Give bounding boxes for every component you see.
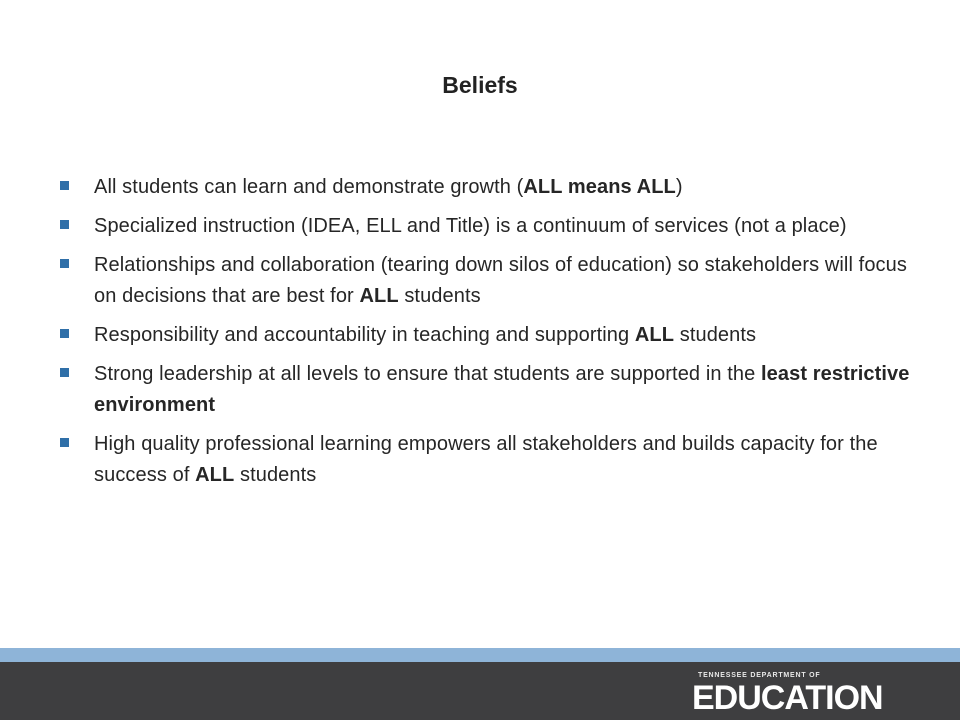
- square-bullet-icon: [60, 438, 69, 447]
- logo-education-text: EDUCATION: [692, 679, 883, 717]
- square-bullet-icon: [60, 329, 69, 338]
- bullet-text-segment: students: [234, 464, 317, 486]
- slide-title: Beliefs: [442, 72, 518, 98]
- bullet-item: [60, 250, 920, 312]
- bullet-item: [60, 211, 920, 242]
- bullet-text: [94, 433, 878, 486]
- bullet-text-segment: Specialized instruction (IDEA, ELL and Title) is a continuum of services (not a place): [94, 215, 847, 237]
- bullet-item: [60, 320, 920, 351]
- bullet-text: [94, 324, 756, 346]
- bullet-text-emphasis: ALL: [359, 285, 399, 307]
- footer-accent-strip: [0, 648, 960, 662]
- bullet-text-emphasis: least restrictive environment: [94, 363, 910, 416]
- bullet-text-segment: High quality professional learning empowers all stakeholders and builds capacity for the success of: [94, 433, 878, 486]
- bullet-text-emphasis: ALL means ALL: [523, 176, 676, 198]
- logo-department-text: TENNESSEE DEPARTMENT OF: [698, 672, 821, 679]
- bullet-list: [60, 172, 920, 499]
- bullet-text-segment: Relationships and collaboration (tearing down silos of education) so stakeholders will focus on decisions that are best for: [94, 254, 907, 307]
- bullet-item: [60, 429, 920, 491]
- bullet-text-segment: All students can learn and demonstrate growth (: [94, 176, 524, 198]
- bullet-text: [94, 176, 683, 198]
- bullet-item: [60, 172, 920, 203]
- bullet-text-segment: ): [675, 176, 683, 198]
- bullet-text-emphasis: ALL: [634, 324, 675, 346]
- bullet-text-segment: Strong leadership at all levels to ensure that students are supported in the: [94, 363, 761, 385]
- bullet-text: [94, 215, 847, 237]
- bullet-text-segment: students: [674, 324, 757, 346]
- square-bullet-icon: [60, 181, 69, 190]
- bullet-item: [60, 359, 920, 421]
- bullet-text: [94, 363, 909, 416]
- square-bullet-icon: [60, 220, 69, 229]
- bullet-text-segment: students: [398, 285, 481, 307]
- tn-education-logo: [692, 672, 908, 716]
- bullet-text-emphasis: ALL: [195, 464, 235, 486]
- square-bullet-icon: [60, 259, 69, 268]
- bullet-text: [94, 254, 907, 307]
- bullet-text-segment: Responsibility and accountability in teaching and supporting: [94, 324, 635, 346]
- square-bullet-icon: [60, 368, 69, 377]
